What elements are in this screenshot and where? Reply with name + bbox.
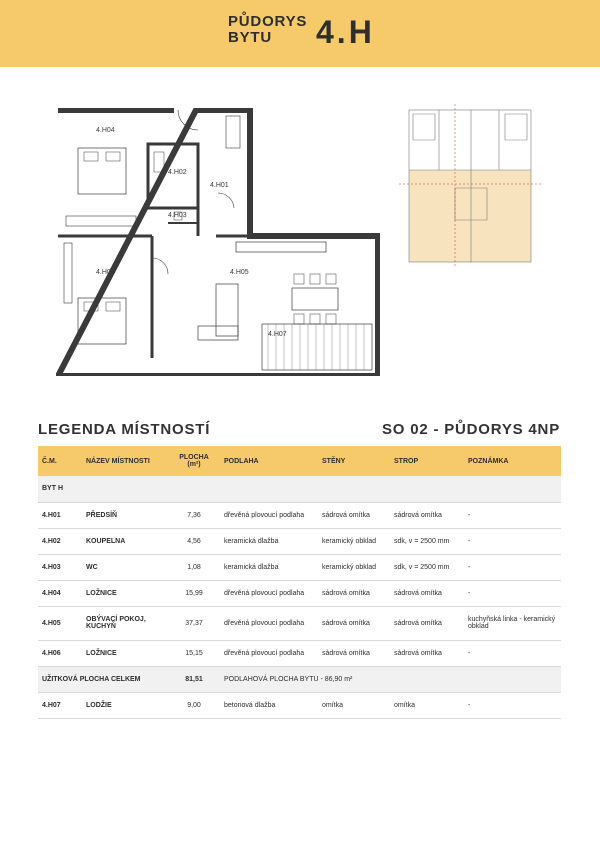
total-row	[38, 666, 561, 692]
room-label-4H06: 4.H06	[96, 269, 115, 276]
legend-title: LEGENDA MÍSTNOSTÍ	[38, 421, 211, 438]
room-label-4H07: 4.H07	[268, 331, 287, 338]
cell-floor: dřevěná plovoucí podlaha	[220, 640, 318, 666]
col-header-note: POZNÁMKA	[464, 446, 561, 476]
col-header-floor: PODLAHA	[220, 446, 318, 476]
cell-cm: 4.H02	[38, 528, 82, 554]
cell-area: 15,15	[168, 640, 220, 666]
header-banner	[0, 0, 600, 67]
header-label	[228, 14, 307, 46]
cell-walls: omítka	[318, 692, 390, 718]
table-row	[38, 692, 561, 718]
total-floor-area: PODLAHOVÁ PLOCHA BYTU - 86,90 m²	[220, 666, 561, 692]
cell-ceiling: sádrová omítka	[390, 606, 464, 640]
room-label-4H02: 4.H02	[168, 169, 187, 176]
cell-area: 37,37	[168, 606, 220, 640]
cell-name: PŘEDSÍŇ	[82, 502, 168, 528]
cell-area: 9,00	[168, 692, 220, 718]
cell-cm: 4.H01	[38, 502, 82, 528]
cell-area: 7,36	[168, 502, 220, 528]
cell-name: LOŽNICE	[82, 580, 168, 606]
col-header-cm: Č.M.	[38, 446, 82, 476]
col-header-ceiling: STROP	[390, 446, 464, 476]
room-label-4H03: 4.H03	[168, 212, 187, 219]
cell-walls: sádrová omítka	[318, 606, 390, 640]
cell-ceiling: sádrová omítka	[390, 640, 464, 666]
cell-walls: keramický obklad	[318, 528, 390, 554]
cell-walls: sádrová omítka	[318, 640, 390, 666]
cell-cm: 4.H04	[38, 580, 82, 606]
header-label-line1: PŮDORYS	[228, 13, 308, 30]
cell-note: -	[464, 554, 561, 580]
cell-name: OBÝVACÍ POKOJ, KUCHYŇ	[82, 606, 168, 640]
total-label: UŽITKOVÁ PLOCHA CELKEM	[38, 666, 168, 692]
cell-note: kuchyňská linka - keramický obklad	[464, 606, 561, 640]
legend-section: SO 02 - PŮDORYS 4NP	[381, 421, 560, 438]
cell-ceiling: sdk, v = 2500 mm	[390, 528, 464, 554]
cell-name: WC	[82, 554, 168, 580]
col-header-name: NÁZEV MÍSTNOSTI	[82, 446, 168, 476]
group-label: BYT H	[38, 476, 561, 502]
cell-ceiling: omítka	[390, 692, 464, 718]
cell-ceiling: sádrová omítka	[390, 580, 464, 606]
total-area: 81,51	[168, 666, 220, 692]
key-plan	[395, 100, 545, 272]
cell-floor: dřevěná plovoucí podlaha	[220, 606, 318, 640]
cell-floor: keramická dlažba	[220, 528, 318, 554]
cell-name: LODŽIE	[82, 692, 168, 718]
cell-walls: sádrová omítka	[318, 502, 390, 528]
col-header-walls: STĚNY	[318, 446, 390, 476]
cell-area: 4,56	[168, 528, 220, 554]
cell-note: -	[464, 692, 561, 718]
cell-cm: 4.H05	[38, 606, 82, 640]
room-label-4H04: 4.H04	[96, 127, 115, 134]
table-row	[38, 640, 561, 666]
col-header-area	[168, 446, 220, 476]
cell-area: 1,08	[168, 554, 220, 580]
header-label-line2: BYTU	[228, 29, 273, 46]
cell-walls: keramický obklad	[318, 554, 390, 580]
cell-note: -	[464, 580, 561, 606]
floor-plan	[56, 108, 380, 376]
cell-ceiling: sdk, v = 2500 mm	[390, 554, 464, 580]
table-row	[38, 554, 561, 580]
cell-note: -	[464, 528, 561, 554]
table-row	[38, 606, 561, 640]
cell-floor: keramická dlažba	[220, 554, 318, 580]
cell-area: 15,99	[168, 580, 220, 606]
cell-walls: sádrová omítka	[318, 580, 390, 606]
cell-note: -	[464, 502, 561, 528]
table-header-row	[38, 446, 561, 476]
room-label-4H01: 4.H01	[210, 182, 229, 189]
room-legend-table	[38, 446, 561, 719]
cell-floor: betonová dlažba	[220, 692, 318, 718]
cell-cm: 4.H03	[38, 554, 82, 580]
cell-ceiling: sádrová omítka	[390, 502, 464, 528]
room-label-4H05: 4.H05	[230, 269, 249, 276]
table-row	[38, 580, 561, 606]
col-header-area-label: PLOCHA	[179, 454, 209, 461]
group-row	[38, 476, 561, 502]
table-row	[38, 528, 561, 554]
cell-cm: 4.H07	[38, 692, 82, 718]
cell-note: -	[464, 640, 561, 666]
cell-floor: dřevěná plovoucí podlaha	[220, 502, 318, 528]
cell-name: KOUPELNA	[82, 528, 168, 554]
cell-floor: dřevěná plovoucí podlaha	[220, 580, 318, 606]
cell-name: LOŽNICE	[82, 640, 168, 666]
col-header-area-unit: (m²)	[187, 461, 201, 468]
table-row	[38, 502, 561, 528]
apartment-code: 4.H	[316, 14, 375, 50]
cell-cm: 4.H06	[38, 640, 82, 666]
